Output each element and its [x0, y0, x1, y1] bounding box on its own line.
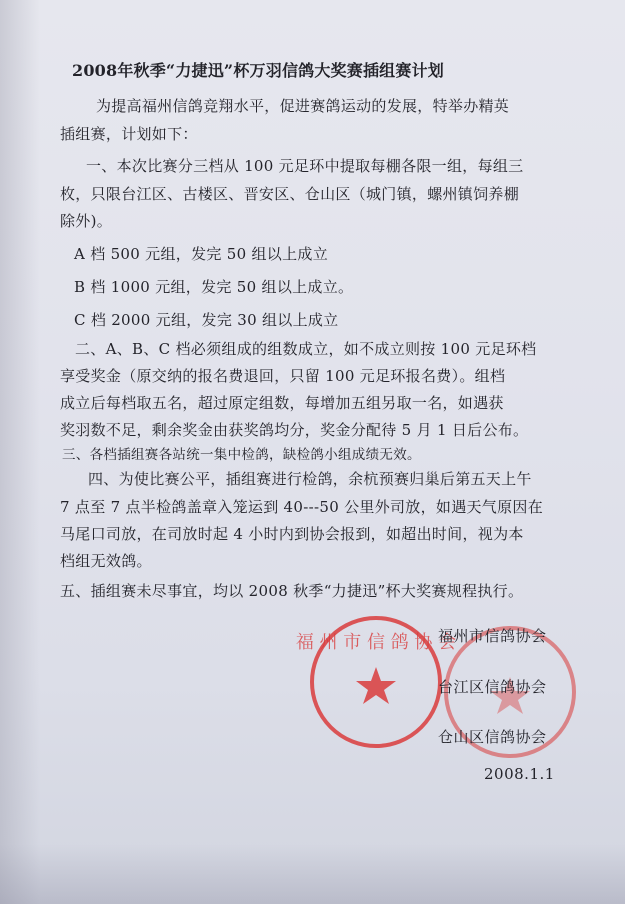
section2-line-3: 成立后每档取五名，超过原定组数，每增加五组另取一名，如遇获	[60, 394, 504, 412]
section4-line-2: 7 点至 7 点半检鸽盖章入笼运到 40---50 公里外司放，如遇天气原因在	[60, 498, 544, 516]
paper-shadow-bottom	[0, 844, 625, 904]
paper-shadow-left	[0, 0, 40, 904]
section2-line-2: 享受奖金（原交纳的报名费退回，只留 100 元足环报名费）。组档	[60, 367, 506, 385]
document-date: 2008.1.1	[484, 765, 555, 783]
section1-line-2: 枚，只限台江区、古楼区、晋安区、仓山区（城门镇，螺州镇饲养棚	[60, 185, 520, 203]
signer-fuzhou: 福州市信鸽协会	[438, 627, 547, 645]
section4-line-3: 马尾口司放，在司放时起 4 小时内到协会报到，如超出时间，视为本	[60, 525, 524, 543]
intro-line-1: 为提高福州信鸽竞翔水平，促进赛鸽运动的发展，特举办精英	[96, 97, 510, 115]
section4-line-4: 档组无效鸽。	[60, 552, 152, 570]
section2-line-4: 奖羽数不足，剩余奖金由获奖鸽均分，奖金分配待 5 月 1 日后公布。	[60, 421, 529, 439]
intro-line-2: 插组赛，计划如下：	[60, 125, 198, 143]
tier-a: A 档 500 元组，发完 50 组以上成立	[74, 245, 328, 263]
document-title: 2008年秋季“力捷迅”杯万羽信鸽大奖赛插组赛计划	[72, 61, 444, 80]
tier-c: C 档 2000 元组，发完 30 组以上成立	[74, 311, 339, 329]
section5-line: 五、插组赛未尽事宜，均以 2008 秋季“力捷迅”杯大奖赛规程执行。	[60, 582, 524, 600]
section4-line-1: 四、为使比赛公平，插组赛进行检鸽，余杭预赛归巢后第五天上午	[88, 470, 532, 488]
section3-line-1: 三、各档插组赛各站统一集中检鸽，缺检鸽小组成绩无效。	[62, 447, 421, 463]
signer-taijiang: 台江区信鸽协会	[438, 678, 547, 696]
tier-b: B 档 1000 元组，发完 50 组以上成立。	[74, 278, 354, 296]
signer-cangshan: 仓山区信鸽协会	[438, 728, 547, 746]
section1-line-3: 除外)。	[60, 212, 113, 230]
section1-line-1: 一、本次比赛分三档从 100 元足环中提取每棚各限一组，每组三	[86, 157, 524, 175]
fuzhou-association-seal	[295, 612, 457, 752]
section2-line-1: 二、A、B、C 档必须组成的组数成立，如不成立则按 100 元足环档	[75, 340, 537, 358]
svg-text:福 州 市 信 鸽 协 会: 福 州 市 信 鸽 协 会	[295, 632, 457, 653]
